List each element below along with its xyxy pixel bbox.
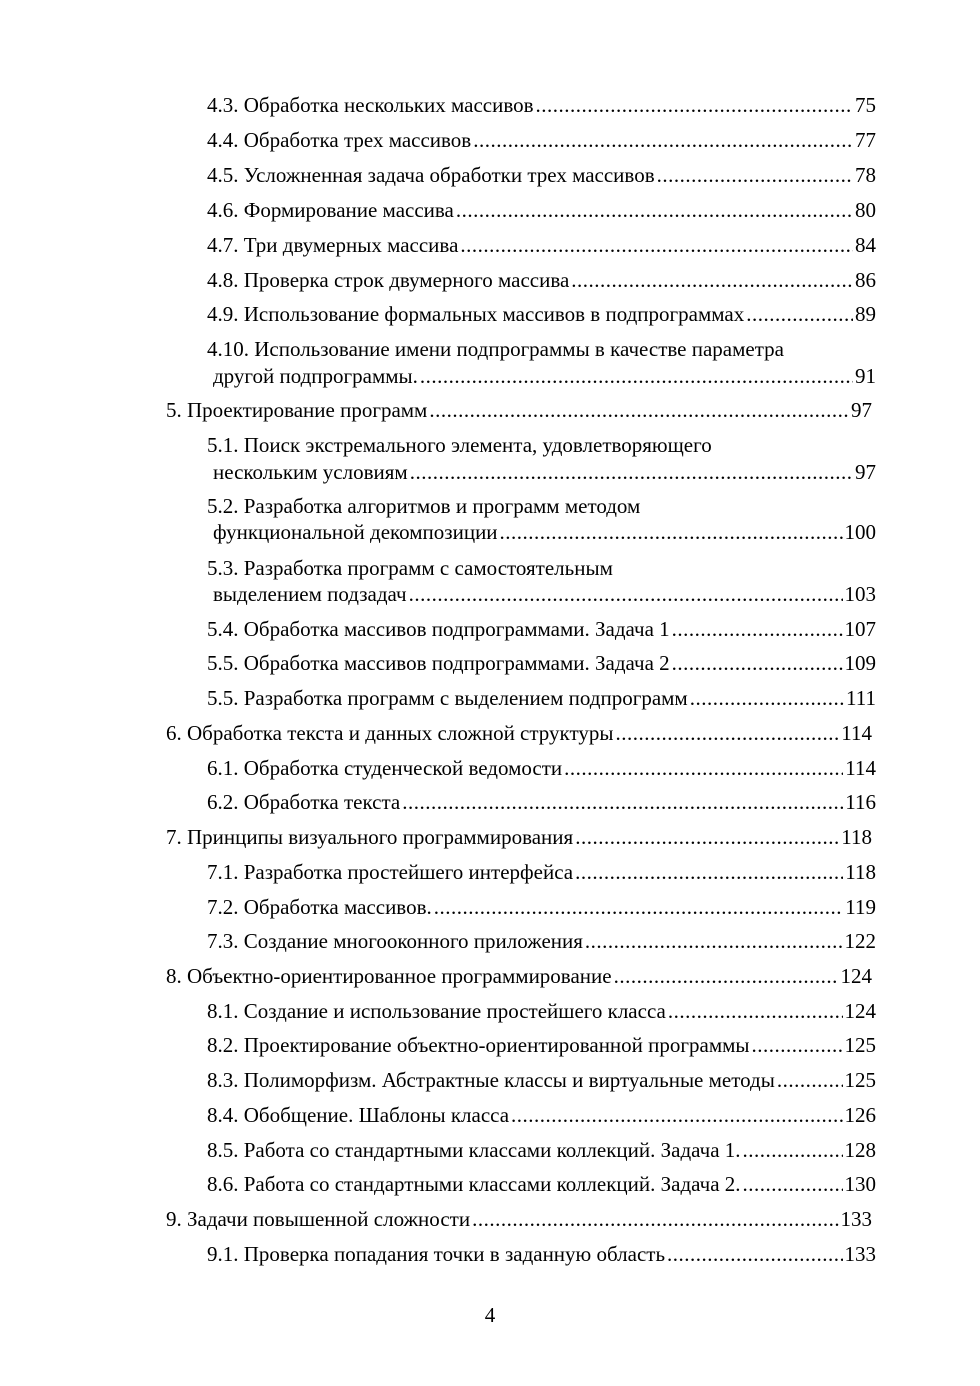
toc-section[interactable] [207, 999, 876, 1024]
toc-section[interactable] [207, 617, 876, 642]
toc-page-number: 97 [851, 398, 872, 422]
toc-chapter[interactable] [166, 398, 872, 423]
toc-entry-title: 5.5. Обработка массивов подпрограммами. Задача 2 [207, 651, 670, 675]
toc-section[interactable] [207, 198, 876, 223]
toc-entry-title: 4.9. Использование формальных массивов в подпрограммах [207, 302, 745, 326]
toc-page-number: 118 [845, 860, 876, 884]
toc-section[interactable] [207, 163, 876, 188]
dot-leader [420, 364, 853, 389]
toc-page-number: 128 [844, 1138, 876, 1162]
dot-leader [615, 721, 839, 746]
toc-chapter[interactable] [166, 721, 872, 746]
toc-entry-title: 6.1. Обработка студенческой ведомости [207, 756, 563, 780]
toc-page-number: 126 [844, 1103, 876, 1127]
toc-section[interactable] [207, 1172, 876, 1197]
toc-chapter[interactable] [166, 825, 872, 850]
toc-page-number: 116 [845, 790, 876, 814]
toc-page-number: 125 [844, 1068, 876, 1092]
toc-entry-title: 5. Проектирование программ [166, 398, 428, 422]
dot-leader [668, 999, 843, 1024]
toc-page-number: 84 [855, 233, 876, 257]
dot-leader [564, 756, 843, 781]
toc-page-number: 124 [844, 999, 876, 1023]
toc-section[interactable] [207, 651, 876, 676]
toc-page-number: 118 [841, 825, 872, 849]
dot-leader [777, 1068, 843, 1093]
dot-leader [410, 460, 853, 485]
toc-page-number: 111 [846, 686, 876, 710]
toc-entry-title: 7. Принципы визуального программирования [166, 825, 574, 849]
toc-entry-title: 5.4. Обработка массивов подпрограммами. Задача 1 [207, 617, 670, 641]
dot-leader [657, 163, 853, 188]
dot-leader [743, 1172, 843, 1197]
toc-page-number: 103 [844, 582, 876, 606]
toc-entry-title: 4.7. Три двумерных массива [207, 233, 459, 257]
toc-entry-title: 7.3. Создание многооконного приложения [207, 929, 583, 953]
toc-section[interactable] [207, 1103, 876, 1128]
toc-page-number: 78 [855, 163, 876, 187]
toc-page-number: 91 [855, 364, 876, 388]
toc-entry-title: функциональной декомпозиции [213, 520, 498, 544]
toc-page-number: 133 [840, 1207, 872, 1231]
toc-page-number: 122 [844, 929, 876, 953]
toc-page-number: 77 [855, 128, 876, 152]
toc-entry-title: 9.1. Проверка попадания точки в заданную область [207, 1242, 666, 1266]
toc-entry-title: 6. Обработка текста и данных сложной структуры [166, 721, 614, 745]
toc-entry-title: 6.2. Обработка текста [207, 790, 401, 814]
toc-entry-title: 9. Задачи повышенной сложности [166, 1207, 471, 1231]
toc-entry-title: 8.5. Работа со стандартными классами коллекций. Задача 1. [207, 1138, 741, 1162]
dot-leader [585, 929, 843, 954]
toc-section[interactable] [207, 128, 876, 153]
toc-entry-title-line[interactable]: 4.10. Использование имени подпрограммы в качестве параметра [207, 337, 784, 361]
toc-page-number: 107 [844, 617, 876, 641]
toc-entry-title: 8.4. Обобщение. Шаблоны класса [207, 1103, 510, 1127]
toc-page-number: 133 [844, 1242, 876, 1266]
toc-section[interactable] [207, 233, 876, 258]
page-number: 4 [484, 1303, 496, 1327]
dot-leader [743, 1138, 843, 1163]
toc-section[interactable] [207, 1242, 876, 1267]
toc-page-number: 75 [855, 93, 876, 117]
toc-section[interactable] [207, 686, 876, 711]
toc-page-number: 109 [844, 651, 876, 675]
toc-entry-title: нескольким условиям [213, 460, 408, 484]
toc-page-number: 114 [845, 756, 876, 780]
toc-page-number: 114 [841, 721, 872, 745]
toc-entry-title-line[interactable]: 5.2. Разработка алгоритмов и программ методом [207, 494, 641, 518]
dot-leader [672, 651, 843, 676]
toc-entry-title: другой подпрограммы. [213, 364, 418, 388]
toc-section[interactable] [207, 756, 876, 781]
dot-leader [752, 1033, 843, 1058]
toc-entry-title: 4.4. Обработка трех массивов [207, 128, 472, 152]
toc-page-number: 80 [855, 198, 876, 222]
dot-leader [536, 93, 853, 118]
toc-entry-title: 4.6. Формирование массива [207, 198, 454, 222]
toc-section[interactable] [207, 1068, 876, 1093]
toc-entry-title: 8.6. Работа со стандартными классами коллекций. Задача 2. [207, 1172, 741, 1196]
dot-leader [460, 233, 853, 258]
toc-section[interactable] [207, 93, 876, 118]
toc-entry-title-line[interactable]: 5.3. Разработка программ с самостоятельным [207, 556, 613, 580]
dot-leader [429, 398, 849, 423]
toc-entry-title: 4.3. Обработка нескольких массивов [207, 93, 534, 117]
toc-entry-title: 8.3. Полиморфизм. Абстрактные классы и виртуальные методы [207, 1068, 775, 1092]
toc-section[interactable] [207, 582, 876, 607]
dot-leader [402, 790, 843, 815]
dot-leader [746, 302, 853, 327]
toc-page-number: 130 [844, 1172, 876, 1196]
toc-section[interactable] [207, 460, 876, 485]
dot-leader [511, 1103, 842, 1128]
dot-leader [500, 520, 843, 545]
toc-page-number: 100 [844, 520, 876, 544]
toc-entry-title: 8. Объектно-ориентированное программирование [166, 964, 612, 988]
toc-entry-title-line[interactable]: 5.1. Поиск экстремального элемента, удовлетворяющего [207, 433, 712, 457]
dot-leader [473, 128, 853, 153]
toc-entry-title: 4.8. Проверка строк двумерного массива [207, 268, 570, 292]
toc-page-number: 89 [855, 302, 876, 326]
toc-entry-title: 7.1. Разработка простейшего интерфейса [207, 860, 574, 884]
toc-section[interactable] [207, 1033, 876, 1058]
dot-leader [672, 617, 843, 642]
dot-leader [575, 860, 843, 885]
toc-section[interactable] [207, 1138, 876, 1163]
toc-section[interactable] [207, 895, 876, 920]
toc-entry-title: 8.2. Проектирование объектно-ориентированной программы [207, 1033, 750, 1057]
dot-leader [434, 895, 844, 920]
toc-entry-title: 4.5. Усложненная задача обработки трех массивов [207, 163, 655, 187]
toc-entry-title: 8.1. Создание и использование простейшего класса [207, 999, 666, 1023]
dot-leader [667, 1242, 842, 1267]
dot-leader [571, 268, 853, 293]
toc-section[interactable] [207, 268, 876, 293]
dot-leader [409, 582, 843, 607]
dot-leader [575, 825, 839, 850]
toc-chapter[interactable] [166, 1207, 872, 1232]
dot-leader [472, 1207, 838, 1232]
toc-page-number: 86 [855, 268, 876, 292]
toc-chapter[interactable] [166, 964, 872, 989]
toc-section[interactable] [207, 929, 876, 954]
toc-section[interactable] [207, 520, 876, 545]
dot-leader [690, 686, 844, 711]
toc-section[interactable] [207, 860, 876, 885]
toc-section[interactable] [207, 790, 876, 815]
toc-section[interactable] [207, 364, 876, 389]
toc-page-number: 119 [845, 895, 876, 919]
toc-page-number: 97 [855, 460, 876, 484]
dot-leader [456, 198, 853, 223]
toc-section[interactable] [207, 302, 876, 327]
toc-page-number: 125 [844, 1033, 876, 1057]
toc-entry-title: 7.2. Обработка массивов. [207, 895, 432, 919]
toc-entry-title: 5.5. Разработка программ с выделением подпрограмм [207, 686, 688, 710]
toc-page-number: 124 [840, 964, 872, 988]
dot-leader [614, 964, 839, 989]
toc-entry-title: выделением подзадач [213, 582, 407, 606]
